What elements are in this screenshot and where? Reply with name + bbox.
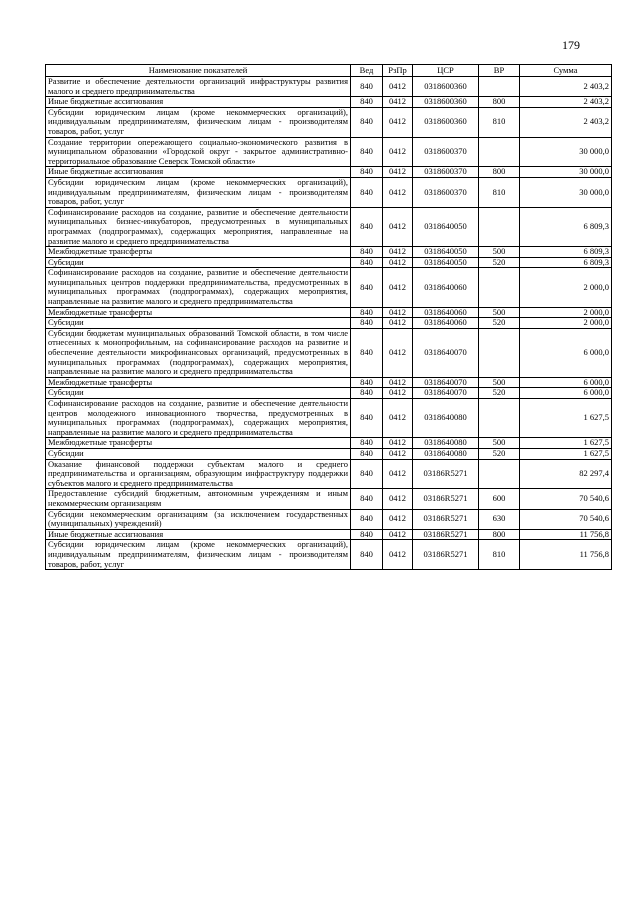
table-row — [46, 268, 612, 307]
table-row — [46, 307, 612, 318]
row-vr-cell — [479, 207, 520, 246]
row-ved-cell: 840 — [351, 247, 383, 258]
row-sum-cell: 70 540,6 — [520, 509, 612, 529]
row-ved-cell: 840 — [351, 328, 383, 377]
row-vr-cell — [479, 459, 520, 489]
table-row — [46, 509, 612, 529]
row-rzpr-cell: 0412 — [383, 247, 413, 258]
row-sum-cell: 70 540,6 — [520, 489, 612, 509]
row-sum-cell: 6 809,3 — [520, 247, 612, 258]
row-name-cell: Иные бюджетные ассигнования — [46, 97, 351, 108]
row-sum-cell: 2 000,0 — [520, 268, 612, 307]
row-vr-cell: 520 — [479, 257, 520, 268]
row-ved-cell: 840 — [351, 257, 383, 268]
row-vr-cell: 800 — [479, 97, 520, 108]
row-sum-cell: 2 403,2 — [520, 107, 612, 137]
row-name-cell: Субсидии — [46, 448, 351, 459]
row-csr-cell: 0318640060 — [413, 307, 479, 318]
row-rzpr-cell: 0412 — [383, 97, 413, 108]
header-rzpr: РзПр — [383, 65, 413, 77]
row-csr-cell: 03186R5271 — [413, 540, 479, 570]
table-row — [46, 107, 612, 137]
row-vr-cell: 810 — [479, 540, 520, 570]
table-row — [46, 318, 612, 329]
row-sum-cell: 30 000,0 — [520, 137, 612, 167]
row-rzpr-cell: 0412 — [383, 489, 413, 509]
table-row — [46, 388, 612, 399]
row-csr-cell: 0318600370 — [413, 177, 479, 207]
row-name-cell: Оказание финансовой поддержки субъектам малого и среднего предпринимательства и организациям, образующим инфраструктуру поддержки субъектов малого и среднего предпринимательства — [46, 459, 351, 489]
row-csr-cell: 0318600370 — [413, 137, 479, 167]
row-name-cell: Межбюджетные трансферты — [46, 377, 351, 388]
budget-table — [45, 64, 612, 570]
row-ved-cell: 840 — [351, 77, 383, 97]
row-rzpr-cell: 0412 — [383, 540, 413, 570]
row-ved-cell: 840 — [351, 177, 383, 207]
row-ved-cell: 840 — [351, 137, 383, 167]
row-csr-cell: 03186R5271 — [413, 529, 479, 540]
row-ved-cell: 840 — [351, 489, 383, 509]
row-vr-cell: 520 — [479, 388, 520, 399]
header-csr: ЦСР — [413, 65, 479, 77]
row-csr-cell: 0318640060 — [413, 318, 479, 329]
row-name-cell: Развитие и обеспечение деятельности организаций инфраструктуры развития малого и среднего предпринимательства — [46, 77, 351, 97]
row-rzpr-cell: 0412 — [383, 399, 413, 438]
row-rzpr-cell: 0412 — [383, 167, 413, 178]
row-ved-cell: 840 — [351, 377, 383, 388]
table-row — [46, 328, 612, 377]
row-name-cell: Субсидии бюджетам муниципальных образований Томской области, в том числе отнесенных к монопрофильным, на софинансирование расходов на развитие и обеспечение деятельности микрофинансовых организаций, предусмотренных в муниципальных программах (подпрограммах), содержащих мероприятия, направленные на развитие малого и среднего предпринимательства — [46, 328, 351, 377]
row-name-cell: Создание территории опережающего социально-экономического развития в муниципальном образовании «Городской округ - закрытое административно-территориальное образование Северск Томской области» — [46, 137, 351, 167]
row-vr-cell: 800 — [479, 529, 520, 540]
table-header-row — [46, 65, 612, 77]
row-csr-cell: 03186R5271 — [413, 509, 479, 529]
row-csr-cell: 0318640080 — [413, 448, 479, 459]
row-name-cell: Межбюджетные трансферты — [46, 307, 351, 318]
row-csr-cell: 0318640060 — [413, 268, 479, 307]
row-csr-cell: 0318640070 — [413, 388, 479, 399]
row-vr-cell: 500 — [479, 377, 520, 388]
row-sum-cell: 11 756,8 — [520, 540, 612, 570]
row-sum-cell: 1 627,5 — [520, 399, 612, 438]
row-vr-cell — [479, 328, 520, 377]
row-sum-cell: 2 000,0 — [520, 307, 612, 318]
row-name-cell: Иные бюджетные ассигнования — [46, 167, 351, 178]
row-name-cell: Иные бюджетные ассигнования — [46, 529, 351, 540]
row-sum-cell: 6 809,3 — [520, 257, 612, 268]
row-ved-cell: 840 — [351, 207, 383, 246]
row-vr-cell: 600 — [479, 489, 520, 509]
row-name-cell: Софинансирование расходов на создание, развитие и обеспечение деятельности муниципальных бизнес-инкубаторов, предусмотренных в муниципальных программах (подпрограммах), содержащих мероприятия, направленные на развитие малого и среднего предпринимательства — [46, 207, 351, 246]
row-csr-cell: 0318640070 — [413, 328, 479, 377]
table-row — [46, 540, 612, 570]
row-ved-cell: 840 — [351, 459, 383, 489]
row-ved-cell: 840 — [351, 318, 383, 329]
row-rzpr-cell: 0412 — [383, 438, 413, 449]
table-row — [46, 247, 612, 258]
row-vr-cell — [479, 399, 520, 438]
row-csr-cell: 03186R5271 — [413, 489, 479, 509]
row-vr-cell: 810 — [479, 107, 520, 137]
row-ved-cell: 840 — [351, 438, 383, 449]
row-ved-cell: 840 — [351, 107, 383, 137]
table-row — [46, 207, 612, 246]
row-sum-cell: 6 809,3 — [520, 207, 612, 246]
row-sum-cell: 1 627,5 — [520, 438, 612, 449]
header-name: Наименование показателей — [46, 65, 351, 77]
row-sum-cell: 30 000,0 — [520, 177, 612, 207]
row-rzpr-cell: 0412 — [383, 459, 413, 489]
row-sum-cell: 6 000,0 — [520, 328, 612, 377]
row-rzpr-cell: 0412 — [383, 328, 413, 377]
row-sum-cell: 11 756,8 — [520, 529, 612, 540]
row-name-cell: Субсидии — [46, 257, 351, 268]
row-vr-cell — [479, 137, 520, 167]
row-csr-cell: 0318600360 — [413, 77, 479, 97]
row-rzpr-cell: 0412 — [383, 448, 413, 459]
row-csr-cell: 0318600360 — [413, 107, 479, 137]
row-rzpr-cell: 0412 — [383, 257, 413, 268]
table-row — [46, 399, 612, 438]
row-rzpr-cell: 0412 — [383, 268, 413, 307]
row-csr-cell: 0318600360 — [413, 97, 479, 108]
table-row — [46, 257, 612, 268]
row-vr-cell: 500 — [479, 307, 520, 318]
row-csr-cell: 0318640080 — [413, 399, 479, 438]
row-csr-cell: 0318640080 — [413, 438, 479, 449]
table-row — [46, 459, 612, 489]
row-vr-cell: 520 — [479, 318, 520, 329]
header-vr: ВР — [479, 65, 520, 77]
row-name-cell: Субсидии — [46, 318, 351, 329]
table-row — [46, 377, 612, 388]
row-vr-cell: 810 — [479, 177, 520, 207]
row-name-cell: Межбюджетные трансферты — [46, 247, 351, 258]
table-row — [46, 137, 612, 167]
row-ved-cell: 840 — [351, 307, 383, 318]
row-vr-cell — [479, 77, 520, 97]
row-ved-cell: 840 — [351, 509, 383, 529]
table-row — [46, 77, 612, 97]
row-vr-cell: 520 — [479, 448, 520, 459]
row-vr-cell: 500 — [479, 438, 520, 449]
table-row — [46, 489, 612, 509]
row-rzpr-cell: 0412 — [383, 137, 413, 167]
row-sum-cell: 2 403,2 — [520, 77, 612, 97]
table-row — [46, 97, 612, 108]
row-ved-cell: 840 — [351, 167, 383, 178]
row-sum-cell: 6 000,0 — [520, 377, 612, 388]
row-ved-cell: 840 — [351, 399, 383, 438]
row-rzpr-cell: 0412 — [383, 177, 413, 207]
row-sum-cell: 1 627,5 — [520, 448, 612, 459]
row-sum-cell: 30 000,0 — [520, 167, 612, 178]
row-rzpr-cell: 0412 — [383, 107, 413, 137]
row-csr-cell: 0318640050 — [413, 247, 479, 258]
table-row — [46, 177, 612, 207]
table-row — [46, 448, 612, 459]
row-rzpr-cell: 0412 — [383, 529, 413, 540]
row-rzpr-cell: 0412 — [383, 207, 413, 246]
row-sum-cell: 82 297,4 — [520, 459, 612, 489]
row-name-cell: Софинансирование расходов на создание, развитие и обеспечение деятельности центров молодежного инновационного творчества, предусмотренных в муниципальных программах (подпрограммах), содержащих мероприятия, направленные на развитие малого и среднего предпринимательства — [46, 399, 351, 438]
row-ved-cell: 840 — [351, 448, 383, 459]
row-name-cell: Субсидии юридическим лицам (кроме некоммерческих организаций), индивидуальным предпринимателям, физическим лицам - производителям товаров, работ, услуг — [46, 177, 351, 207]
row-ved-cell: 840 — [351, 540, 383, 570]
header-sum: Сумма — [520, 65, 612, 77]
row-vr-cell: 800 — [479, 167, 520, 178]
row-ved-cell: 840 — [351, 388, 383, 399]
row-name-cell: Субсидии юридическим лицам (кроме некоммерческих организаций), индивидуальным предпринимателям, физическим лицам - производителям товаров, работ, услуг — [46, 107, 351, 137]
row-rzpr-cell: 0412 — [383, 377, 413, 388]
table-row — [46, 438, 612, 449]
row-vr-cell — [479, 268, 520, 307]
row-vr-cell: 500 — [479, 247, 520, 258]
table-body — [46, 77, 612, 570]
row-name-cell: Субсидии юридическим лицам (кроме некоммерческих организаций), индивидуальным предпринимателям, физическим лицам - производителям товаров, работ, услуг — [46, 540, 351, 570]
row-csr-cell: 0318640050 — [413, 257, 479, 268]
row-csr-cell: 0318600370 — [413, 167, 479, 178]
row-name-cell: Субсидии некоммерческим организациям (за исключением государственных (муниципальных) учреждений) — [46, 509, 351, 529]
row-sum-cell: 2 403,2 — [520, 97, 612, 108]
row-name-cell: Предоставление субсидий бюджетным, автономным учреждениям и иным некоммерческим организациям — [46, 489, 351, 509]
row-rzpr-cell: 0412 — [383, 318, 413, 329]
row-rzpr-cell: 0412 — [383, 509, 413, 529]
row-csr-cell: 0318640050 — [413, 207, 479, 246]
row-ved-cell: 840 — [351, 97, 383, 108]
row-ved-cell: 840 — [351, 268, 383, 307]
row-name-cell: Межбюджетные трансферты — [46, 438, 351, 449]
row-name-cell: Софинансирование расходов на создание, развитие и обеспечение деятельности муниципальных центров поддержки предпринимательства, предусмотренных в муниципальных программах (подпрограммах), содержащих мероприятия, направленные на развитие малого и среднего предпринимательства — [46, 268, 351, 307]
row-rzpr-cell: 0412 — [383, 388, 413, 399]
row-rzpr-cell: 0412 — [383, 77, 413, 97]
table-row — [46, 167, 612, 178]
row-sum-cell: 2 000,0 — [520, 318, 612, 329]
row-csr-cell: 03186R5271 — [413, 459, 479, 489]
row-rzpr-cell: 0412 — [383, 307, 413, 318]
row-ved-cell: 840 — [351, 529, 383, 540]
row-name-cell: Субсидии — [46, 388, 351, 399]
header-ved: Вед — [351, 65, 383, 77]
row-vr-cell: 630 — [479, 509, 520, 529]
page-number: 179 — [562, 38, 580, 52]
table-row — [46, 529, 612, 540]
row-sum-cell: 6 000,0 — [520, 388, 612, 399]
row-csr-cell: 0318640070 — [413, 377, 479, 388]
